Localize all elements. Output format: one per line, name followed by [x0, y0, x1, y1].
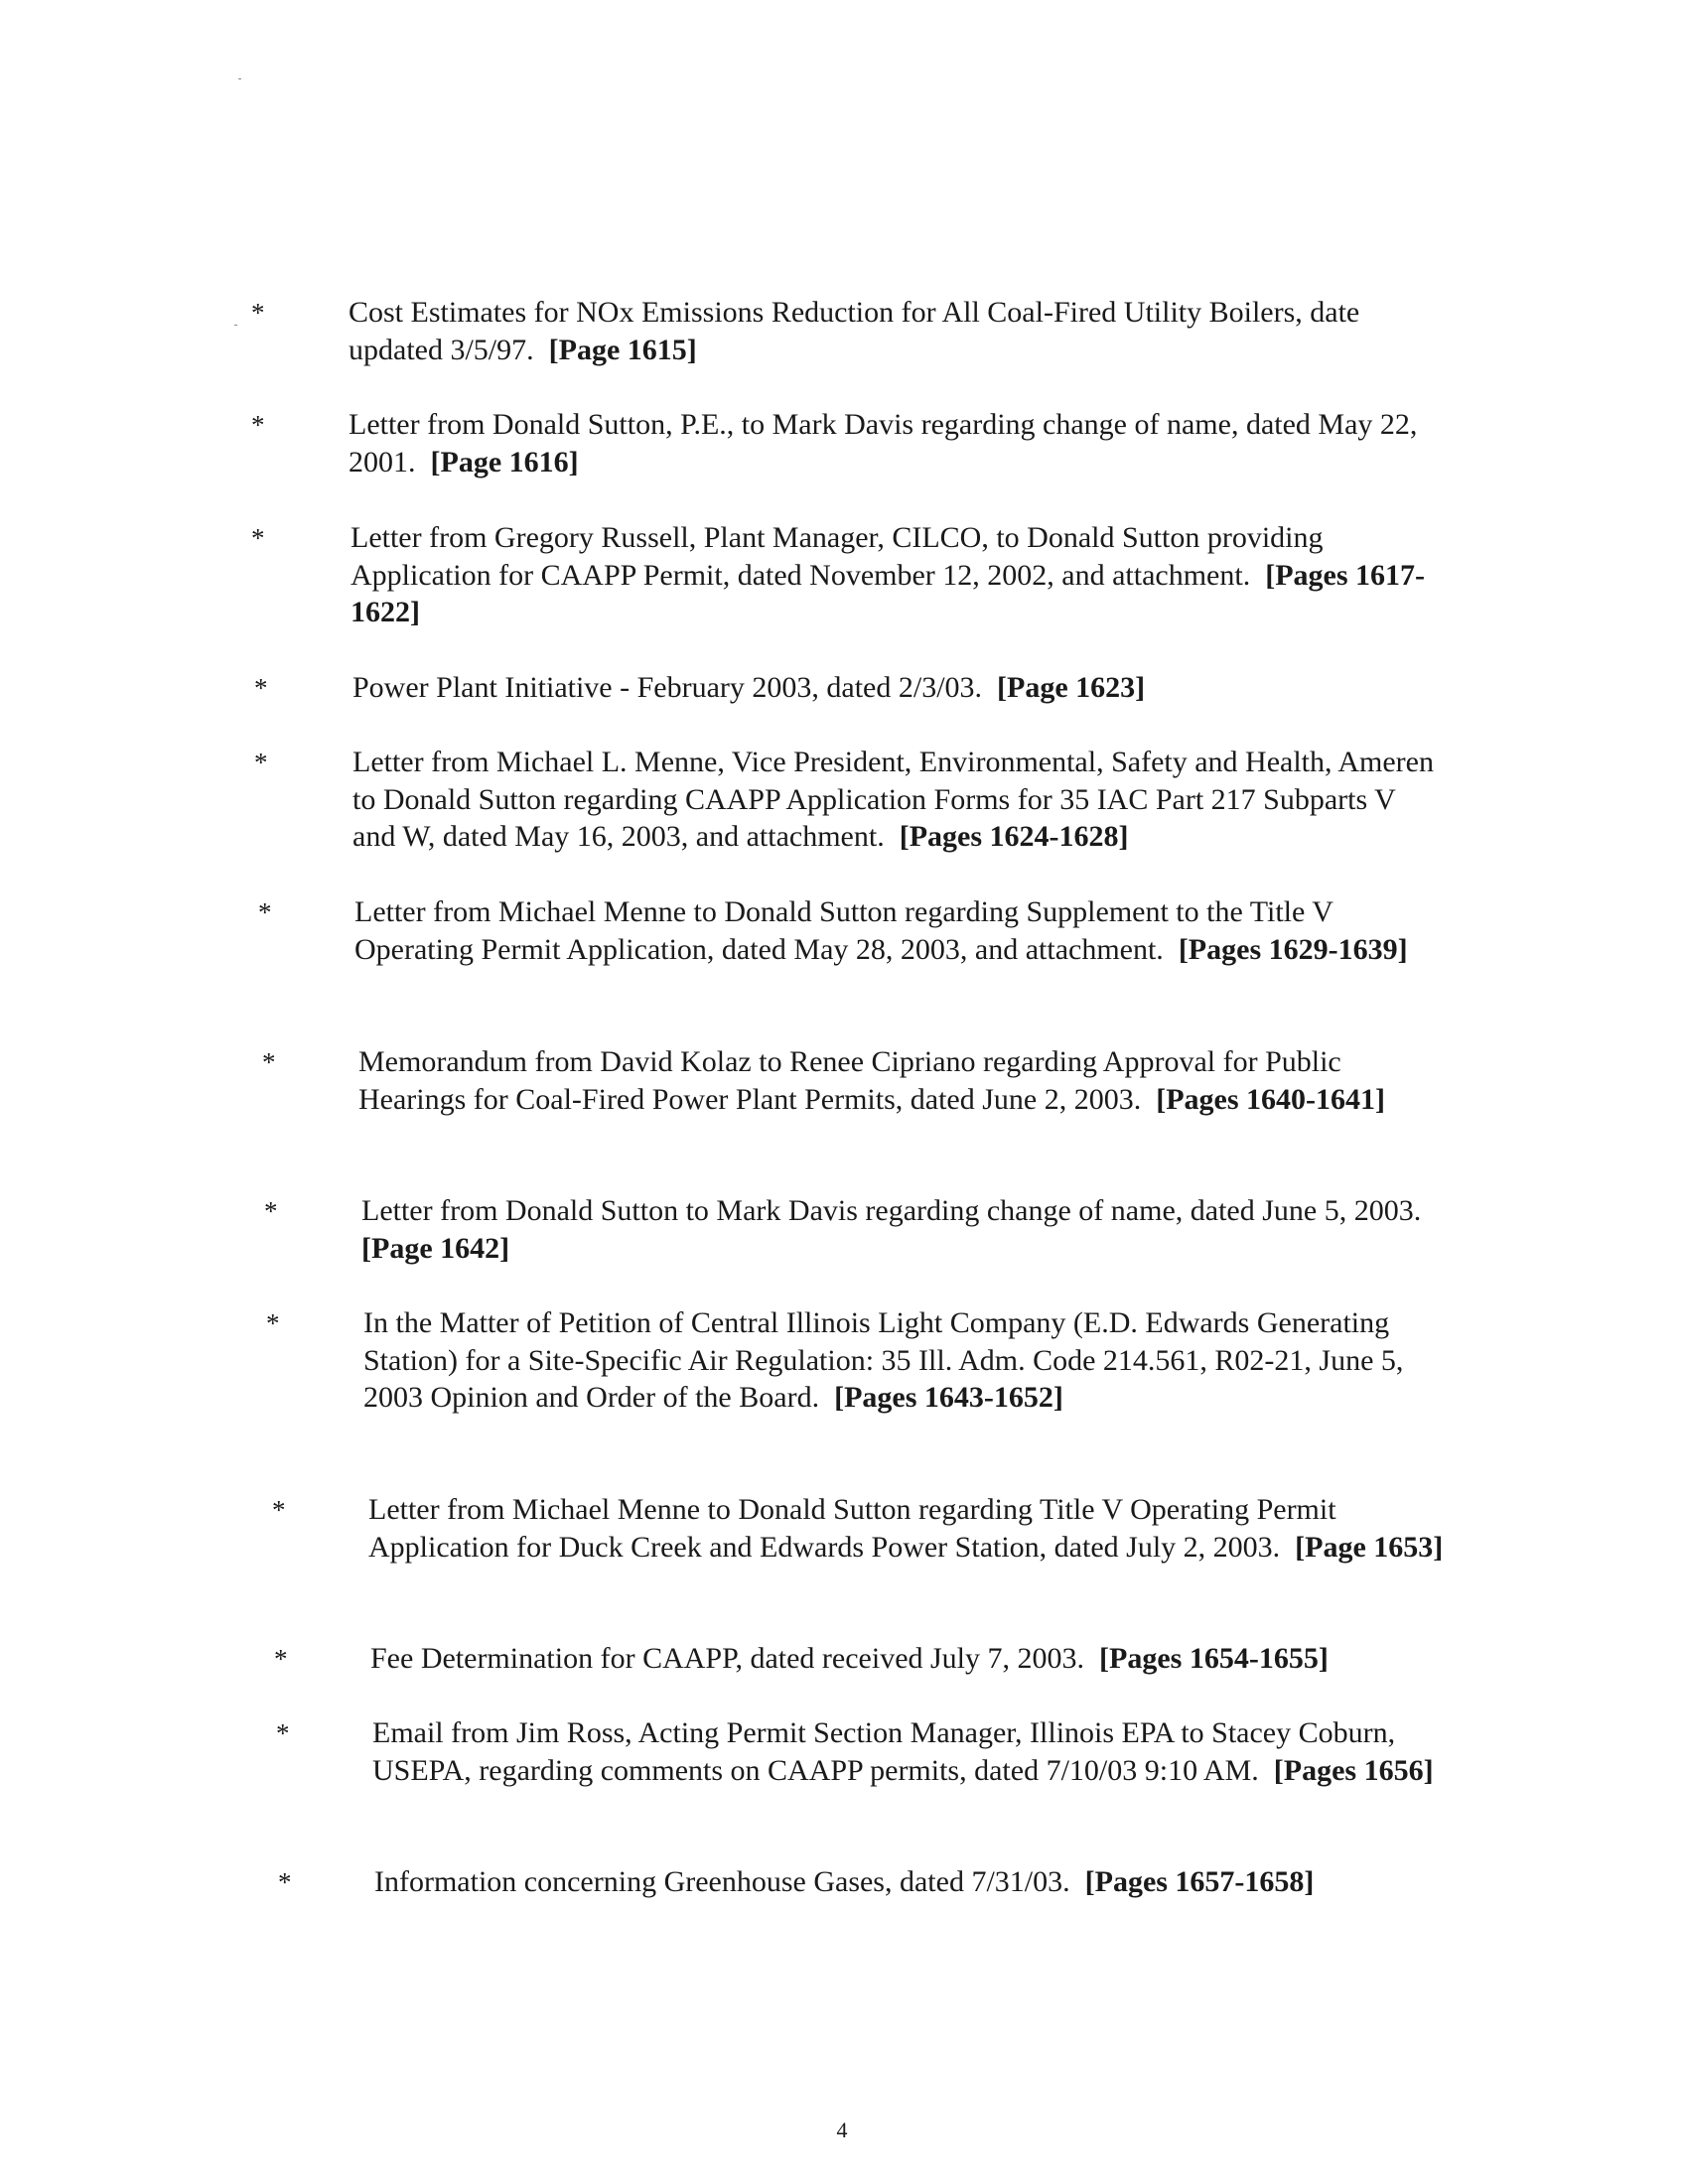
entry-text-block — [370, 1640, 1463, 1678]
entry-description: Letter from Michael Menne to Donald Sutton regarding Title V Operating Permit Application for Duck Creek and Edwards Power Station, dated July 2, 2003. — [368, 1493, 1336, 1564]
entry-text-block — [349, 294, 1441, 368]
entry-page-reference: [Page 1642] — [361, 1231, 510, 1265]
entry-page-reference: [Page 1623] — [997, 671, 1146, 704]
entry-text-block — [349, 406, 1441, 480]
entry-description: Letter from Donald Sutton to Mark Davis regarding change of name, dated June 5, 2003. — [361, 1194, 1422, 1227]
entry-text-block — [363, 1304, 1456, 1417]
entry-page-reference: [Page 1616] — [430, 445, 579, 478]
entry-text-block — [372, 1714, 1465, 1789]
bullet-asterisk: * — [251, 523, 265, 553]
bullet-asterisk: * — [251, 298, 265, 328]
bullet-asterisk: * — [276, 1718, 290, 1748]
entry-text-block — [368, 1491, 1461, 1566]
entry-text-block — [352, 744, 1445, 856]
entry-page-reference: [Pages 1654-1655] — [1099, 1642, 1329, 1675]
entry-page-reference: [Pages 1624-1628] — [899, 820, 1129, 853]
bullet-asterisk: * — [278, 1867, 292, 1897]
bullet-asterisk: * — [251, 410, 265, 440]
entry-description: Fee Determination for CAAPP, dated received July 7, 2003. — [370, 1642, 1085, 1675]
entry-description: Letter from Donald Sutton, P.E., to Mark Davis regarding change of name, dated May 22, 2001. — [349, 408, 1418, 478]
entry-description: Cost Estimates for NOx Emissions Reduction for All Coal-Fired Utility Boilers, date updated 3/5/97. — [349, 296, 1360, 366]
bullet-asterisk: * — [266, 1308, 280, 1338]
entry-description: Memorandum from David Kolaz to Renee Cipriano regarding Approval for Public Hearings for Coal-Fired Power Plant Permits, dated June 2, 2003. — [358, 1045, 1341, 1116]
entry-description: Letter from Michael Menne to Donald Sutton regarding Supplement to the Title V Operating Permit Application, dated May 28, 2003, and attachment. — [354, 895, 1333, 966]
bullet-asterisk: * — [254, 673, 268, 703]
bullet-asterisk: * — [264, 1196, 278, 1226]
bullet-asterisk: * — [272, 1495, 286, 1525]
entry-page-reference: [Pages 1643-1652] — [834, 1381, 1063, 1414]
entry-page-reference: [Pages 1629-1639] — [1178, 932, 1408, 966]
entry-description: Email from Jim Ross, Acting Permit Section Manager, Illinois EPA to Stacey Coburn, USEPA, regarding comments on CAAPP permits, dated 7/10/03 9:10 AM. — [372, 1716, 1396, 1787]
entry-description: Letter from Gregory Russell, Plant Manager, CILCO, to Donald Sutton providing Application for CAAPP Permit, dated November 12, 2002, and attachment. — [351, 521, 1324, 592]
bullet-asterisk: * — [254, 748, 268, 777]
scan-speck — [234, 325, 237, 326]
entry-page-reference: [Pages 1656] — [1273, 1753, 1434, 1787]
entry-description: Power Plant Initiative - February 2003, dated 2/3/03. — [352, 671, 983, 704]
entry-text-block — [352, 669, 1445, 707]
entry-description: Letter from Michael L. Menne, Vice President, Environmental, Safety and Health, Ameren to Donald Sutton regarding CAAPP Application Forms for 35 IAC Part 217 Subparts V and W, dated May 16, 2003, and attachment. — [352, 746, 1434, 853]
entry-text-block — [374, 1863, 1467, 1901]
page-number: 4 — [836, 2117, 848, 2142]
entry-description: In the Matter of Petition of Central Illinois Light Company (E.D. Edwards Generating Station) for a Site-Specific Air Regulation: 35 Ill. Adm. Code 214.561, R02-21, June 5, 2003 Opinion and Order of the Board. — [363, 1306, 1404, 1414]
entry-description: Information concerning Greenhouse Gases, dated 7/31/03. — [374, 1865, 1070, 1898]
entry-text-block — [354, 893, 1447, 968]
entry-page-reference: [Pages 1617-1622] — [351, 558, 1426, 628]
entry-text-block — [358, 1043, 1451, 1118]
scan-speck — [238, 78, 241, 79]
entry-page-reference: [Page 1615] — [548, 333, 697, 366]
bullet-asterisk: * — [274, 1644, 288, 1674]
entry-page-reference: [Pages 1640-1641] — [1156, 1082, 1385, 1116]
entry-text-block — [361, 1192, 1454, 1267]
entry-page-reference: [Page 1653] — [1295, 1530, 1444, 1564]
entry-text-block — [351, 519, 1443, 631]
bullet-asterisk: * — [262, 1047, 276, 1077]
bullet-asterisk: * — [258, 897, 272, 927]
entry-page-reference: [Pages 1657-1658] — [1084, 1865, 1315, 1898]
